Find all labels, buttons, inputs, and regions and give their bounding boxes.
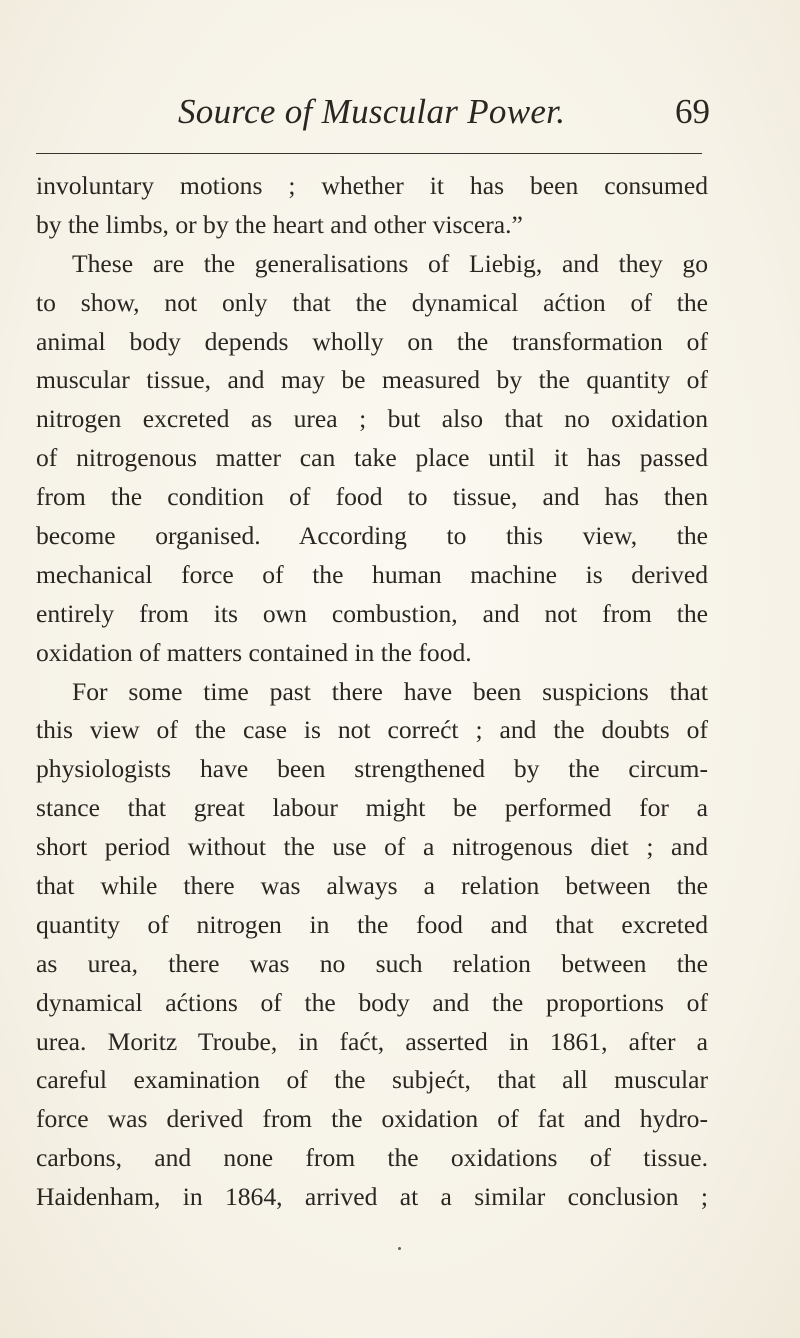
text-line: stance that great labour might be performed for a bbox=[36, 793, 708, 823]
text-line: physiologists have been strengthened by the circum- bbox=[36, 754, 708, 784]
text-line: nitrogen excreted as urea ; but also that no oxidation bbox=[36, 404, 708, 434]
header-rule bbox=[36, 153, 702, 154]
text-line: muscular tissue, and may be measured by the quantity of bbox=[36, 365, 708, 395]
text-line: dynamical aćtions of the body and the proportions of bbox=[36, 987, 708, 1017]
text-line: mechanical force of the human machine is derived bbox=[36, 559, 708, 589]
text-line: from the condition of food to tissue, and has then bbox=[36, 482, 708, 512]
text-line: become organised. According to this view, the bbox=[36, 521, 708, 551]
text-line: this view of the case is not correćt ; and the doubts of bbox=[36, 715, 708, 745]
text-line: involuntary motions ; whether it has been consumed bbox=[36, 171, 708, 200]
text-line: that while there was always a relation between the bbox=[36, 871, 708, 901]
ink-speck bbox=[398, 1247, 401, 1250]
text-line: urea. Moritz Troube, in faćt, asserted in 1861, after a bbox=[36, 1026, 708, 1056]
text-line: short period without the use of a nitrogenous diet ; and bbox=[36, 832, 708, 862]
text-line: carbons, and none from the oxidations of tissue. bbox=[36, 1143, 708, 1173]
text-line: Haidenham, in 1864, arrived at a similar conclusion ; bbox=[36, 1182, 708, 1212]
text-line: as urea, there was no such relation between the bbox=[36, 948, 708, 978]
text-line: force was derived from the oxidation of fat and hydro- bbox=[36, 1104, 708, 1134]
text-line: For some time past there have been suspicions that bbox=[72, 676, 708, 706]
text-line: of nitrogenous matter can take place until it has passed bbox=[36, 443, 708, 473]
text-line: These are the generalisations of Liebig, and they go bbox=[72, 248, 708, 278]
text-line: quantity of nitrogen in the food and that excreted bbox=[36, 909, 708, 939]
page-number: 69 bbox=[675, 92, 710, 131]
text-line: by the limbs, or by the heart and other viscera.” bbox=[36, 209, 523, 239]
text-line: animal body depends wholly on the transformation of bbox=[36, 326, 708, 356]
text-line: careful examination of the subjećt, that all muscular bbox=[36, 1065, 708, 1095]
running-title: Source of Muscular Power. bbox=[178, 92, 566, 131]
text-line: entirely from its own combustion, and not from the bbox=[36, 598, 708, 628]
page-header bbox=[150, 92, 710, 148]
body-text bbox=[36, 167, 708, 1217]
text-line: to show, not only that the dynamical aćtion of the bbox=[36, 287, 708, 317]
text-line: oxidation of matters contained in the food. bbox=[36, 637, 472, 667]
